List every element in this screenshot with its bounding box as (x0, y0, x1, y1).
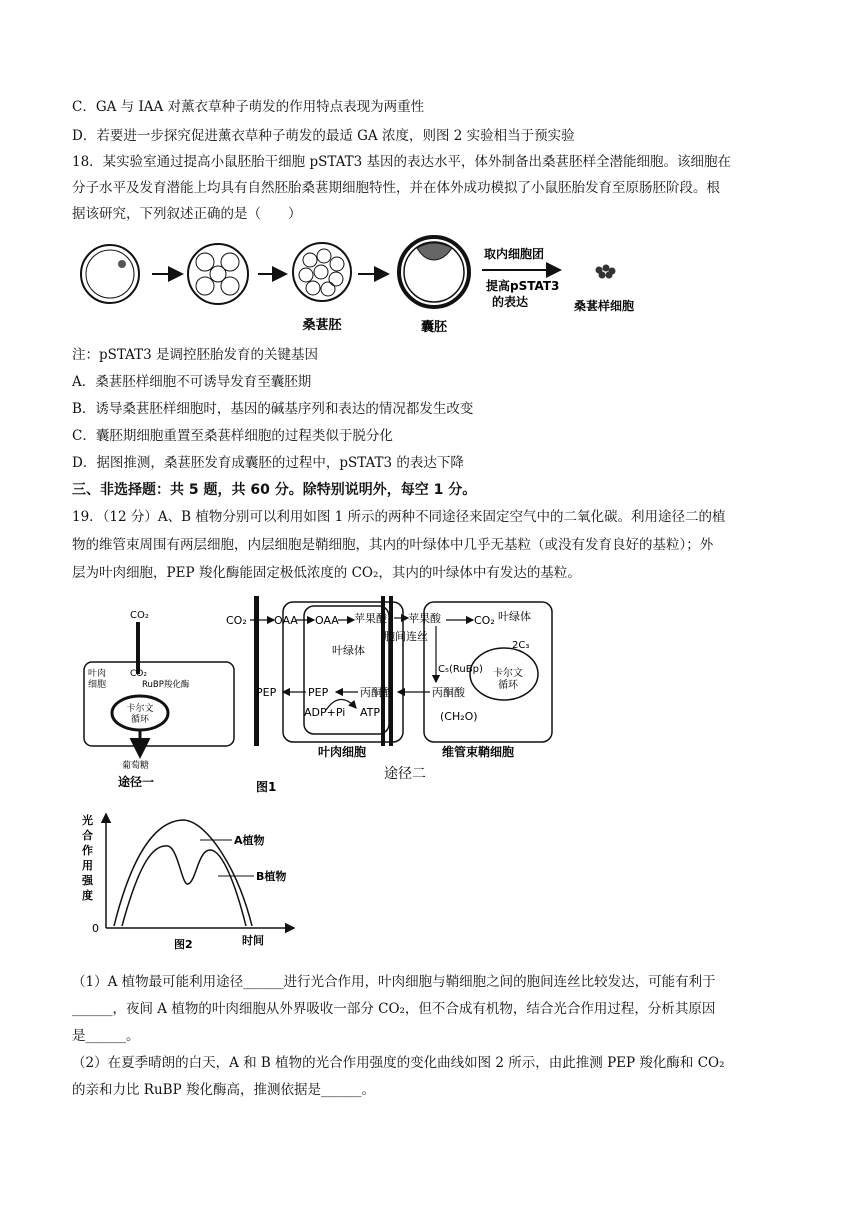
fig2-origin: 0 (92, 922, 99, 935)
path1-label: 途径一 (118, 775, 155, 789)
q19-part2-line-1: （2）在夏季晴朗的白天，A 和 B 植物的光合作用强度的变化曲线如图 2 所示，由此推测 PEP 羧化酶和 CO₂ (72, 1055, 725, 1071)
label-blastocyst: 囊胚 (420, 320, 448, 335)
path2-calvin-b: 循环 (498, 680, 518, 691)
label-expression: 的表达 (492, 295, 529, 309)
q18-note: 注：pSTAT3 是调控胚胎发育的关键基因 (72, 347, 319, 363)
q18-option-b: B．诱导桑葚胚样细胞时，基因的碱基序列和表达的情况都发生改变 (72, 401, 474, 417)
q18-stem-line-1: 18．某实验室通过提高小鼠胚胎干细胞 pSTAT3 基因的表达水平，体外制备出桑葚胚样全潜能细胞。该细胞在 (72, 154, 732, 170)
label-morula-like: 桑葚样细胞 (573, 299, 635, 313)
q19-stem-line-2: 物的维管束周围有两层细胞，内层细胞是鞘细胞，其内的叶绿体中几乎无基粒（或没有发育良好的基粒）；外 (72, 537, 714, 553)
path2-co2: CO₂ (226, 614, 247, 627)
path2-sheath-label: 维管束鞘细胞 (442, 745, 515, 759)
path2-adp: ADP+Pi (304, 706, 346, 719)
fig2-x-label: 时间 (242, 934, 264, 947)
fig2-label: 图2 (174, 938, 193, 950)
q17-option-c: C．GA 与 IAA 对薰衣草种子萌发的作用特点表现为两重性 (72, 99, 425, 115)
q19-part2-line-2: 的亲和力比 RuBP 羧化酶高，推测依据是______。 (72, 1082, 375, 1098)
path2-c5: C₅(RuBp) (438, 664, 483, 675)
path2-cell-wall-outer (254, 596, 259, 746)
fig1-label: 图1 (256, 780, 277, 794)
path2-malate-left: 苹果酸 (354, 612, 387, 625)
path1-rubp-enzyme: RuBP羧化酶 (142, 680, 190, 690)
q17-option-d: D．若要进一步探究促进薰衣草种子萌发的最适 GA 浓度，则图 2 实验相当于预实验 (72, 128, 575, 144)
cleavage-embryo-icon (188, 244, 248, 304)
path2-atp: ATP (360, 706, 381, 719)
path2-pyruvate-right: 丙酮酸 (432, 686, 465, 699)
path1-calvin-a: 卡尔文 (126, 704, 154, 714)
path2-label: 途径二 (384, 766, 426, 782)
path2-pyruvate-left: 丙酮酸 (360, 686, 393, 699)
fig2-legend-b: B植物 (256, 870, 287, 883)
svg-text:作: 作 (82, 844, 93, 857)
q19-part1-line-1: （1）A 植物最可能利用途径______进行光合作用，叶肉细胞与鞘细胞之间的胞间连丝比较发达，可能有利于 (72, 974, 716, 990)
path1-mesophyll-2: 细胞 (88, 680, 107, 690)
path2-malate-right: 苹果酸 (408, 612, 441, 625)
label-morula: 桑葚胚 (302, 318, 342, 333)
path2-co2-right: CO₂ (474, 614, 495, 627)
path1-co2: CO₂ (130, 610, 149, 621)
figure-2-photosynthesis-curves (78, 810, 318, 950)
q19-stem-line-3: 层为叶肉细胞，PEP 羧化酶能固定极低浓度的 CO₂，其内的叶绿体中有发达的基粒。 (72, 565, 581, 581)
path2-pep-left: PEP (256, 686, 277, 699)
svg-text:光: 光 (82, 814, 93, 827)
section-3-heading: 三、非选择题：共 5 题，共 60 分。除特别说明外，每空 1 分。 (72, 482, 477, 498)
path2-calvin-a: 卡尔文 (493, 668, 523, 679)
q19-part1-line-3: 是______。 (72, 1028, 140, 1044)
path1-glucose: 葡萄糖 (122, 761, 150, 771)
path2-2c3: 2C₃ (512, 640, 530, 651)
path1-mesophyll-1: 叶肉 (88, 669, 107, 679)
fig2-curve-b (122, 846, 246, 926)
svg-text:度: 度 (82, 889, 93, 902)
path2-mesophyll-label: 叶肉细胞 (318, 745, 367, 759)
path2-oaa-right: OAA (315, 614, 339, 627)
q18-stem-line-2: 分子水平及发育潜能上均具有自然胚胎桑葚期细胞特性，并在体外成功模拟了小鼠胚胎发育至原肠胚阶段。根 (72, 180, 720, 196)
path1-calvin-b: 循环 (130, 715, 150, 725)
q18-option-a: A．桑葚胚样细胞不可诱导发育至囊胚期 (72, 374, 312, 390)
fig2-legend-a: A植物 (234, 834, 265, 847)
blastocyst-icon (399, 237, 469, 307)
path2-chloroplast-left: 叶绿体 (332, 644, 365, 657)
svg-text:强: 强 (82, 874, 93, 887)
label-raise-pstat3: 提高pSTAT3 (486, 279, 560, 293)
q18-option-d: D．据图推测，桑葚胚发育成囊胚的过程中，pSTAT3 的表达下降 (72, 455, 464, 471)
morula-icon (293, 243, 351, 301)
figure-1-co2-fixation-pathways (78, 596, 558, 796)
svg-text:合: 合 (82, 829, 93, 842)
path2-ch2o: (CH₂O) (440, 710, 478, 723)
fig2-y-label (81, 813, 94, 902)
q19-part1-line-2: ______，夜间 A 植物的叶肉细胞从外界吸收一部分 CO₂，但不合成有机物，结合光合作用过程，分析其原因 (72, 1001, 716, 1017)
q18-stem-line-3: 据该研究，下列叙述正确的是（ ） (72, 206, 302, 222)
q19-stem-line-1: 19．（12 分）A、B 植物分别可以利用如图 1 所示的两种不同途径来固定空气中的二氧化碳。利用途径二的植 (72, 509, 726, 525)
morula-like-cells-icon (596, 265, 616, 279)
path2-pep-inner: PEP (308, 686, 329, 699)
fig2-curve-a (114, 820, 252, 926)
path2-chloroplast-right: 叶绿体 (498, 610, 531, 623)
q18-option-c: C．囊胚期细胞重置至桑葚样细胞的过程类似于脱分化 (72, 428, 393, 444)
svg-text:用: 用 (82, 859, 93, 872)
label-take-icm: 取内细胞团 (484, 247, 545, 261)
q18-embryo-diagram (72, 232, 662, 342)
path2-oaa-left: OAA (274, 614, 298, 627)
path1-cell-box (84, 662, 234, 746)
path1-co2-inner: CO₂ (130, 669, 147, 679)
path2-plasmodesma: 胞间连丝 (384, 630, 428, 643)
zygote-icon (81, 245, 139, 303)
